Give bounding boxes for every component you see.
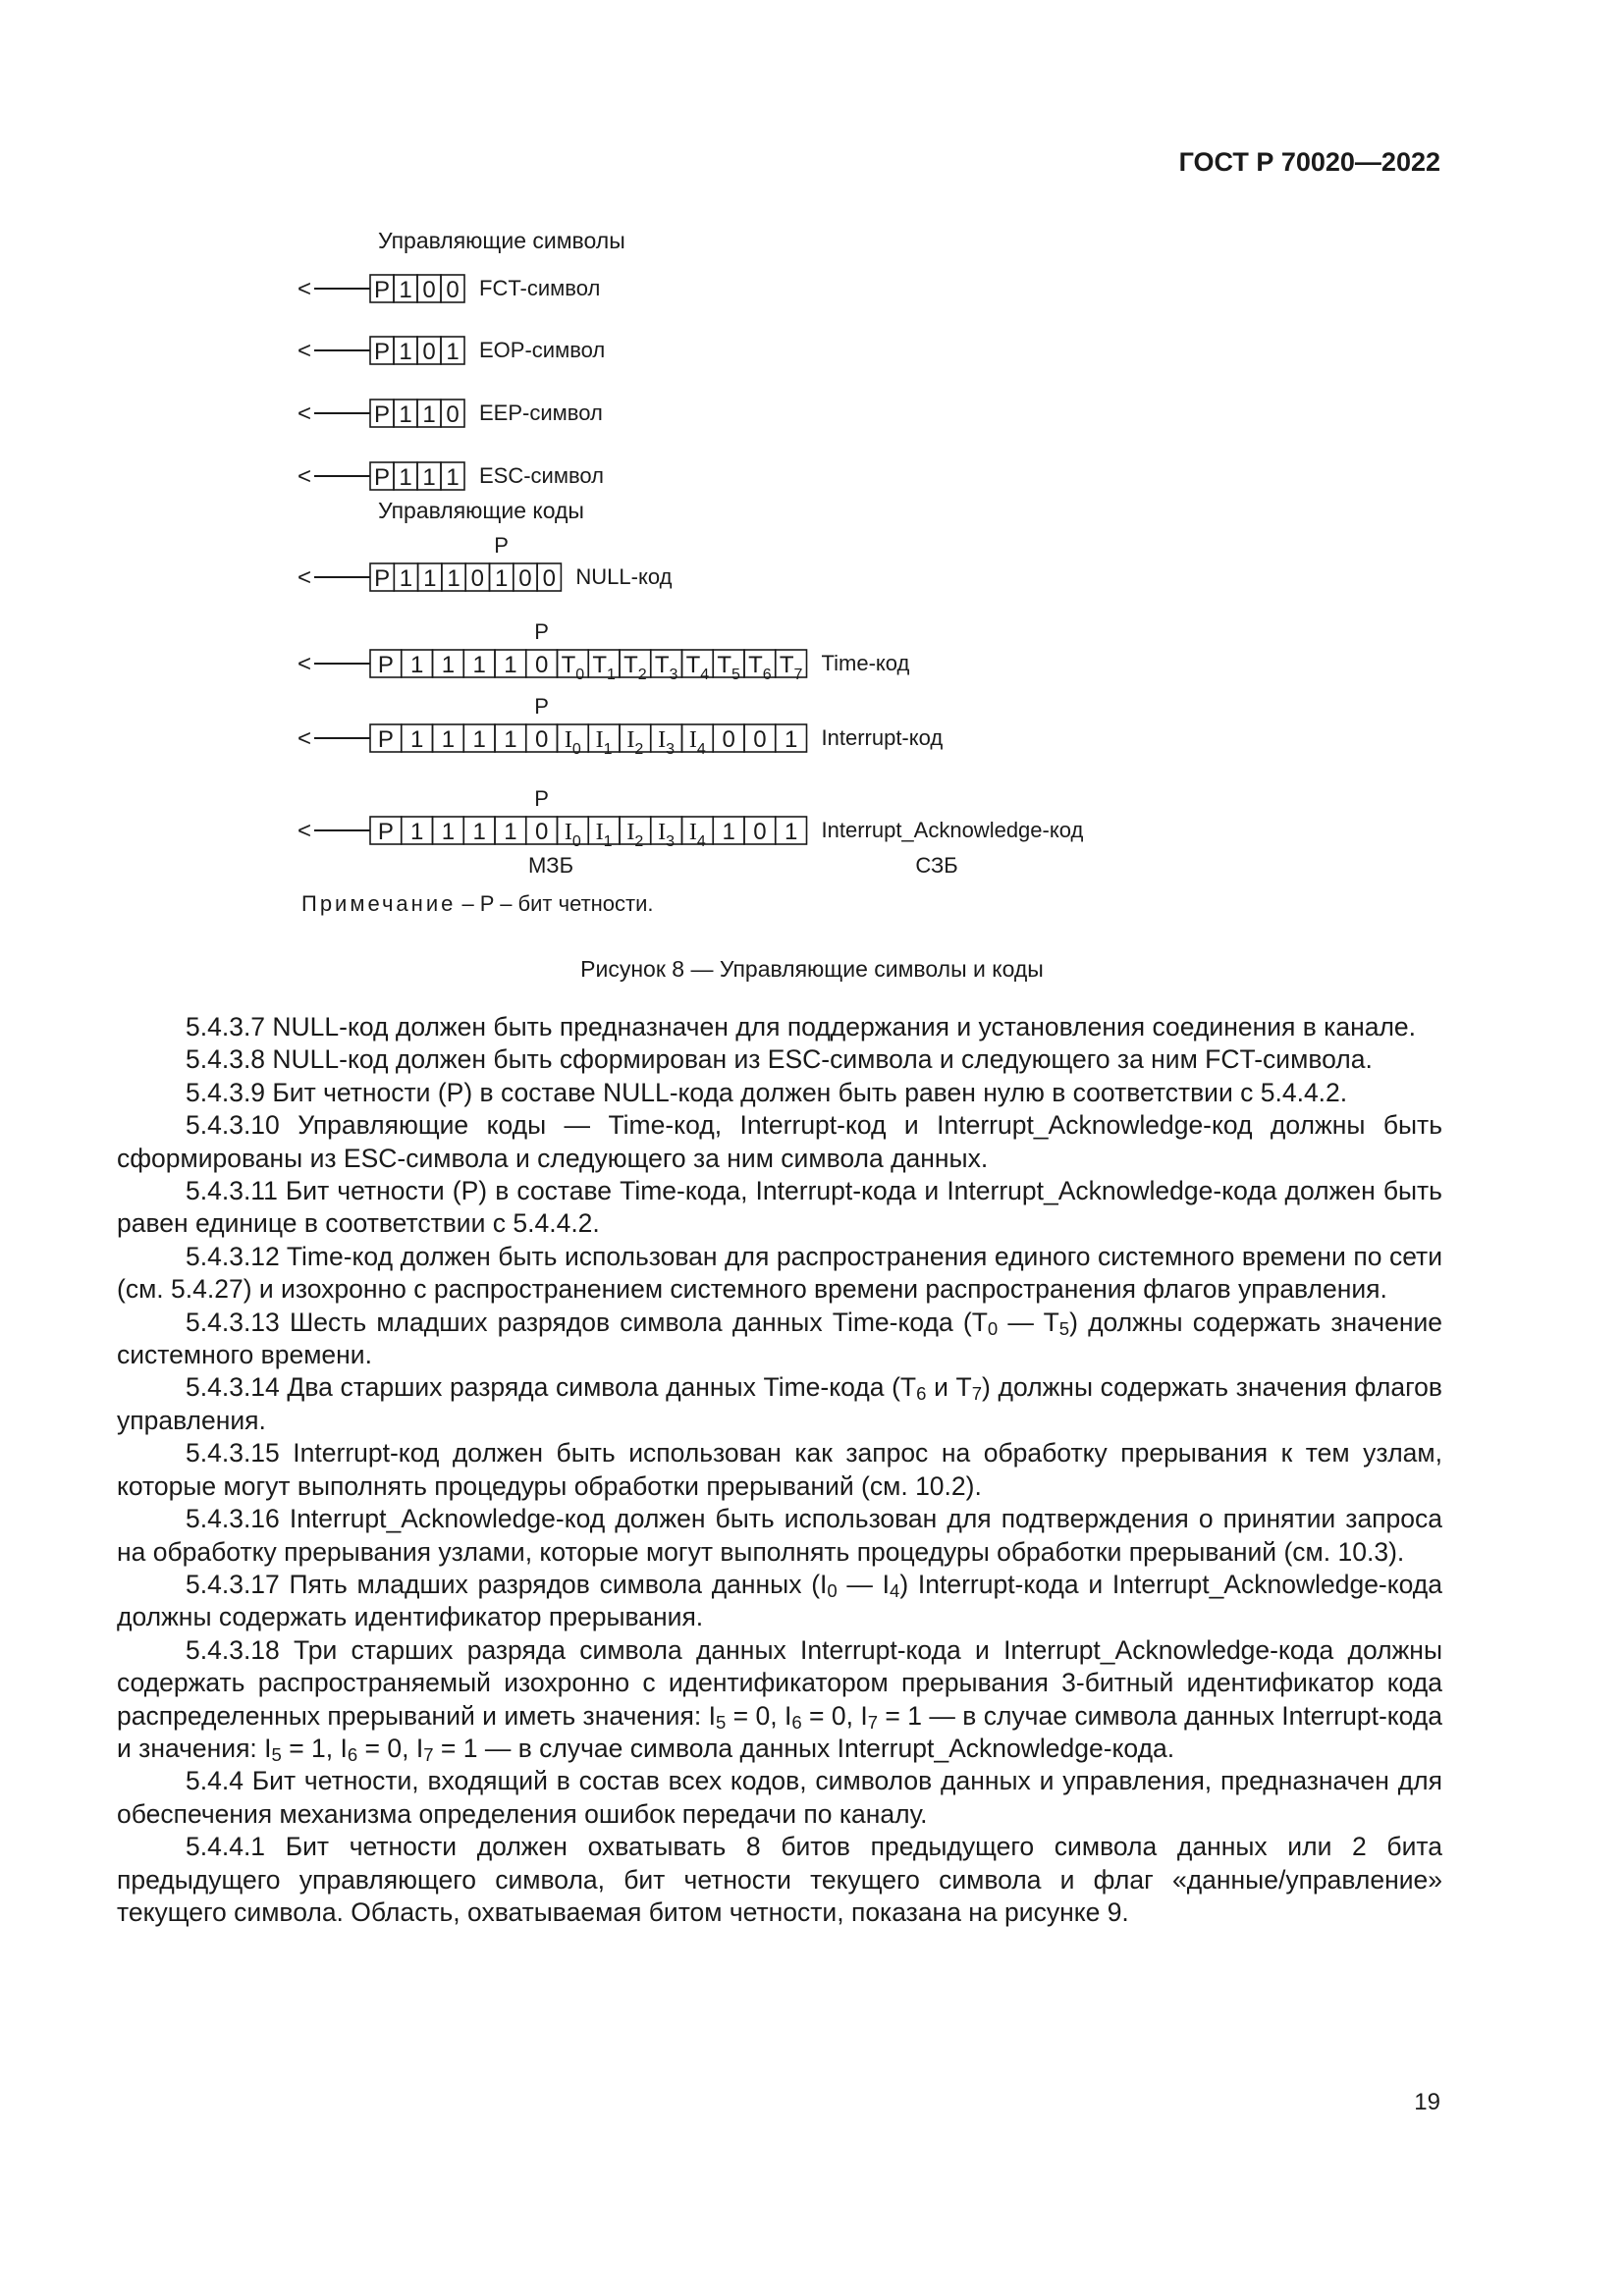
row-label: ESC-символ: [479, 463, 605, 488]
bit-i1: $I_1$: [595, 820, 613, 850]
bit-1: 1: [472, 652, 486, 678]
parity-bit: P: [373, 401, 391, 428]
bit-i2: $I_2$: [626, 820, 644, 850]
bit-i4: $I_4$: [688, 727, 706, 758]
bit-1: 1: [494, 565, 509, 592]
parity-marker: P: [534, 786, 549, 811]
arrow-icon: <: [298, 564, 312, 591]
control-symbol-row-1: [298, 337, 605, 365]
parity-bit: P: [373, 464, 391, 491]
bit-t0: $T_0$: [561, 652, 585, 683]
bit-1: 1: [399, 277, 412, 303]
control-code-row-0: [298, 533, 673, 592]
bit-1: 1: [409, 819, 424, 845]
bit-0: 0: [753, 819, 767, 845]
parity-bit: P: [377, 819, 394, 845]
bit-0: 0: [534, 819, 549, 845]
row-label: NULL-код: [575, 564, 673, 589]
parity-marker: P: [534, 694, 549, 719]
parity-marker: P: [494, 533, 509, 558]
row-label: Time-код: [821, 651, 910, 675]
paragraph: 5.4.3.10 Управляющие коды — Time-код, Interrupt-код и Interrupt_Acknowledge-код должны быть сформированы из ESC-символа и следующего за ним символа данных.: [117, 1110, 1442, 1173]
paragraph: 5.4.4.1 Бит четности должен охватывать 8 битов предыдущего символа данных или 2 бита предыдущего управляющего символа, бит четности текущего символа и флаг «данные/управление» текущего символа. Область, охватываемая битом четности, показана на рисунке 9.: [117, 1832, 1442, 1927]
page-number: 19: [1414, 2089, 1440, 2115]
control-code-row-2: [298, 694, 943, 758]
control-symbol-row-0: [298, 275, 600, 303]
bit-1: 1: [399, 401, 412, 428]
arrow-icon: <: [298, 400, 312, 427]
paragraph: 5.4.3.13 Шесть младших разрядов символа данных Time-кода ($T_0$ — $T_5$) должны содержать значение системного времени.: [117, 1307, 1443, 1370]
bit-0: 0: [722, 726, 735, 753]
bit-1: 1: [784, 726, 798, 753]
arrow-icon: <: [298, 276, 312, 302]
paragraph: 5.4.4 Бит четности, входящий в состав всех кодов, символов данных и управления, предназначен для обеспечения механизма определения ошибок передачи по каналу.: [117, 1766, 1442, 1829]
bit-1: 1: [441, 652, 456, 678]
row-label: EOP-символ: [479, 338, 606, 362]
paragraph: 5.4.3.14 Два старших разряда символа данных Time-кода ($T_6$ и $T_7$) должны содержать значения флагов управления.: [117, 1372, 1442, 1435]
bit-i0: $I_0$: [564, 820, 581, 850]
bit-i0: $I_0$: [564, 727, 581, 758]
row-label: Interrupt-код: [821, 725, 944, 750]
control-code-row-1: [298, 619, 910, 683]
parity-bit: P: [374, 565, 391, 592]
bit-t6: $T_6$: [748, 652, 772, 683]
figure-diagram: [0, 0, 1624, 991]
bit-t2: $T_2$: [623, 652, 647, 683]
bit-1: 1: [441, 819, 456, 845]
paragraph: 5.4.3.7 NULL-код должен быть предназначен для поддержания и установления соединения в канале.: [186, 1012, 1417, 1041]
bit-i2: $I_2$: [626, 727, 644, 758]
figure-caption: Рисунок 8 — Управляющие символы и коды: [580, 956, 1044, 982]
msb-label: СЗБ: [915, 853, 958, 878]
bit-t7: $T_7$: [779, 652, 803, 683]
document-header: ГОСТ Р 70020—2022: [1178, 147, 1440, 177]
control-codes-heading: Управляющие коды: [378, 498, 584, 523]
note-text: – P – бит четности.: [456, 891, 654, 916]
bit-1: 1: [446, 464, 460, 491]
bit-i4: $I_4$: [688, 820, 706, 850]
bit-0: 0: [422, 277, 436, 303]
bit-0: 0: [422, 339, 436, 365]
arrow-icon: <: [298, 338, 312, 364]
paragraph: 5.4.3.15 Interrupt-код должен быть использован как запрос на обработку прерывания к тем узлам, которые могут выполнять процедуры обработки прерываний (см. 10.2).: [117, 1438, 1442, 1501]
bit-t3: $T_3$: [654, 652, 678, 683]
bit-1: 1: [472, 726, 486, 753]
bit-0: 0: [753, 726, 767, 753]
body-text: [117, 1011, 1442, 1929]
parity-bit: P: [373, 277, 391, 303]
bit-i1: $I_1$: [595, 727, 613, 758]
paragraph: 5.4.3.18 Три старших разряда символа данных Interrupt-кода и Interrupt_Acknowledge-кода должны содержать распространяемый изохронно с идентификатором прерывания 3-битный идентификатор кода распределенных прерываний и иметь значения: $I_5 = 0$, $I_6 = 0$, $I_7 = 1$ — в случае символа данных Interrupt-кода и значения: $I_5 = 1$, $I_6 = 0$, $I_7 = 1$ — в случае символа данных Interrupt_Acknowledge-кода.: [117, 1634, 1443, 1765]
bit-1: 1: [399, 339, 412, 365]
parity-bit: P: [373, 339, 391, 365]
paragraph: 5.4.3.11 Бит четности (P) в составе Time-кода, Interrupt-кода и Interrupt_Acknowledge-кода должен быть равен единице в соответствии с 5.4.4.2.: [117, 1176, 1442, 1239]
lsb-label: МЗБ: [527, 853, 574, 878]
control-symbol-row-3: [298, 462, 604, 491]
arrow-icon: <: [298, 818, 312, 844]
bit-0: 0: [518, 565, 532, 592]
bit-0: 0: [542, 565, 556, 592]
bit-0: 0: [534, 726, 549, 753]
bit-1: 1: [399, 464, 412, 491]
paragraph: 5.4.3.8 NULL-код должен быть сформирован из ESC-символа и следующего за ним FCT-символа.: [186, 1044, 1373, 1075]
arrow-icon: <: [298, 725, 312, 752]
bit-1: 1: [409, 726, 424, 753]
control-symbol-row-2: [298, 400, 603, 428]
note-label: Примечание: [301, 891, 457, 916]
bit-0: 0: [470, 565, 485, 592]
parity-bit: P: [377, 652, 394, 678]
control-code-row-3: [298, 786, 1083, 850]
bit-1: 1: [409, 652, 424, 678]
row-label: Interrupt_Acknowledge-код: [821, 818, 1084, 842]
bit-1: 1: [399, 565, 413, 592]
paragraph: 5.4.3.16 Interrupt_Acknowledge-код должен быть использован для подтверждения о принятии запроса на обработку прерывания узлами, которые могут выполнять процедуры обработки прерываний (см. 10.3).: [117, 1504, 1442, 1567]
bit-1: 1: [504, 652, 517, 678]
bit-i3: $I_3$: [658, 820, 676, 850]
bit-1: 1: [504, 819, 517, 845]
bit-1: 1: [784, 819, 798, 845]
bit-0: 0: [446, 277, 460, 303]
arrow-icon: <: [298, 651, 312, 677]
bit-1: 1: [447, 565, 460, 592]
bit-1: 1: [472, 819, 486, 845]
bit-1: 1: [422, 464, 436, 491]
row-label: FCT-символ: [479, 276, 601, 300]
bit-1: 1: [504, 726, 517, 753]
control-symbols-heading: Управляющие символы: [378, 228, 625, 253]
bit-t4: $T_4$: [685, 652, 710, 683]
paragraph: 5.4.3.9 Бит четности (P) в составе NULL-кода должен быть равен нулю в соответствии с 5.4.4.2.: [186, 1077, 1348, 1107]
bit-1: 1: [422, 401, 436, 428]
parity-marker: P: [534, 619, 549, 644]
bit-1: 1: [446, 339, 460, 365]
bit-t5: $T_5$: [717, 652, 740, 683]
row-label: EEP-символ: [479, 400, 603, 425]
bit-0: 0: [446, 401, 460, 428]
figure-8: [0, 0, 1624, 991]
paragraph: 5.4.3.17 Пять младших разрядов символа данных ($I_0$ — $I_4$) Interrupt-кода и Interrupt_Acknowledge-кода должны содержать идентификатор прерывания.: [117, 1569, 1443, 1632]
bit-t1: $T_1$: [592, 652, 616, 683]
parity-bit: P: [377, 726, 394, 753]
bit-i3: $I_3$: [658, 727, 676, 758]
paragraph: 5.4.3.12 Time-код должен быть использован для распространения единого системного времени по сети (см. 5.4.27) и изохронно с распространением системного времени распространения флагов управления.: [117, 1241, 1442, 1305]
bit-1: 1: [441, 726, 456, 753]
bit-0: 0: [534, 652, 549, 678]
figure-note: [301, 891, 654, 917]
arrow-icon: <: [298, 463, 312, 490]
bit-1: 1: [423, 565, 437, 592]
bit-1: 1: [722, 819, 735, 845]
